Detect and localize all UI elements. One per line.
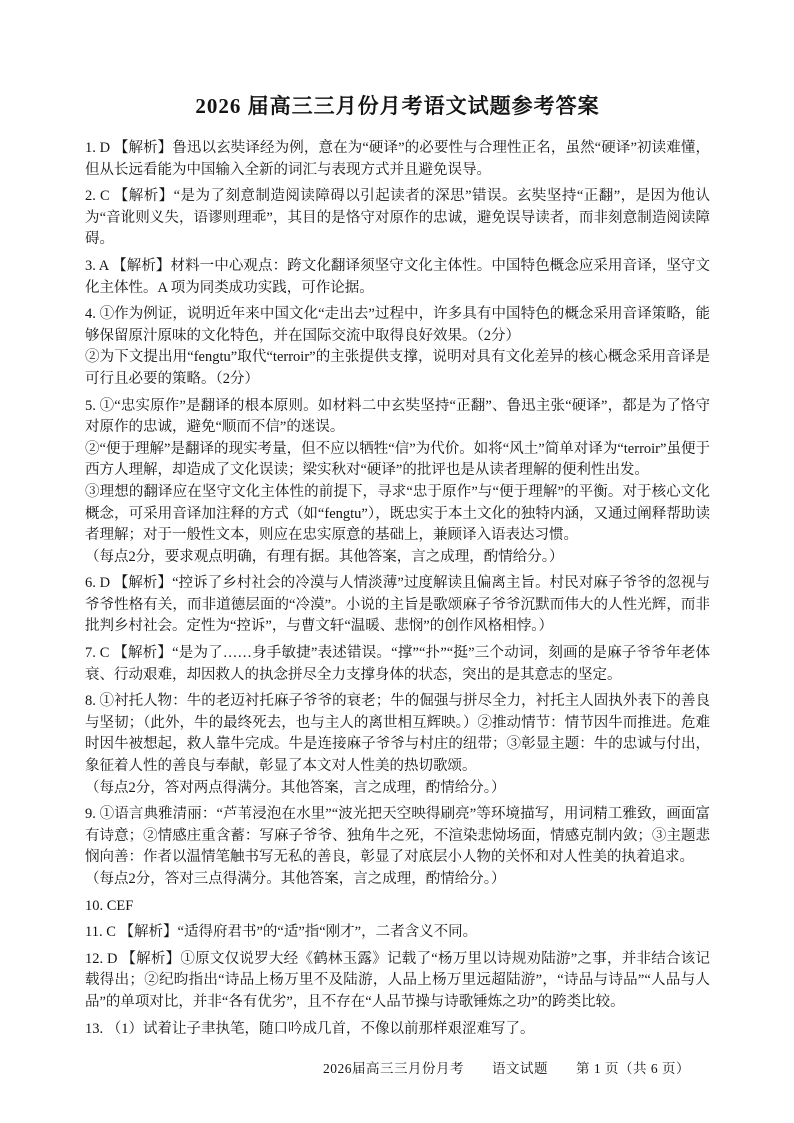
answer-item-13: 13. （1）试着让子聿执笔，随口吟成几首，不像以前那样艰涩难写了。 — [85, 1020, 535, 1037]
answer-item-8: 8. ①衬托人物：牛的老迈衬托麻子爷爷的衰老；牛的倔强与拼尽全力，衬托主人固执外表下的善良与坚韧；（此外，牛的最终死去，也与主人的离世相互辉映。）②推动情节：情节因牛而推进。危难时因牛被想起，救人靠牛完成。牛是连接麻子爷爷与村庄的纽带；③彰显主题：牛的忠诚与付出，象征着人性的善良与奉献，彰显了本文对人性美的热切歌颂。 — [85, 693, 710, 775]
page-title: 2026 届高三三月份月考语文试题参考答案 — [195, 94, 600, 118]
answer-item-5-scoring-note: （每点2分，要求观点明确，有理有据。其他答案，言之成理，酌情给分。） — [85, 548, 564, 565]
answer-item-8-scoring-note: （每点2分，答对两点得满分。其他答案，言之成理，酌情给分。） — [85, 779, 506, 796]
answer-item-6: 6. D 【解析】“控诉了乡村社会的冷漠与人情淡薄”过度解读且偏离主旨。村民对麻子爷爷的忽视与爷爷性格有关，而非道德层面的“冷漠”。小说的主旨是歌颂麻子爷爷沉默而伟大的人性光辉，而非批判乡村社会。定性为“控诉”，与曹文轩“温暖、悲悯”的创作风格相悖。） — [85, 575, 710, 635]
answers-body — [85, 138, 710, 1040]
answer-item-12: 12. D 【解析】①原文仅说罗大经《鹤林玉露》记载了“杨万里以诗规劝陆游”之事，并非结合该记载得出；②纪昀指出“诗品上杨万里不及陆游，人品上杨万里远超陆游”，“诗品与诗品”“人品与人品”的单项对比，并非“各有优劣”，且不存在“人品节操与诗歌锤炼之功”的跨类比较。 — [85, 950, 710, 1010]
answer-item-10: 10. CEF — [85, 897, 134, 914]
answer-item-11: 11. C 【解析】“适得府君书”的“适”指“刚才”，二者含义不同。 — [85, 924, 478, 941]
answer-item-9-scoring-note: （每点2分，答对三点得满分。其他答案，言之成理，酌情给分。） — [85, 871, 506, 887]
answer-item-1: 1. D 【解析】鲁迅以玄奘译经为例，意在为“硬译”的必要性与合理性正名，虽然“硬译”初读难懂，但从长远看能为中国输入全新的词汇与表现方式并且避免误导。 — [85, 140, 710, 178]
page-footer: 2026届高三三月份月考 语文试题 第 1 页（共 6 页） — [323, 1061, 690, 1076]
answer-item-5-part-3: ③理想的翻译应在坚守文化主体性的前提下，寻求“忠于原作”与“便于理解”的平衡。对于核心文化概念，可采用音译加注释的方式（如“fengtu”），既忠实于本土文化的独特内涵，又通过阐释帮助读者理解；对于一般性文本，则应在忠实原意的基础上，兼顾译入语表达习惯。 — [85, 483, 710, 544]
answer-item-4-part-2: ②为下文提出用“fengtu”取代“terroir”的主张提供支撑，说明对具有文化差异的核心概念采用音译是可行且必要的策略。（2分） — [85, 349, 710, 387]
answer-item-9: 9. ①语言典雅清丽：“芦苇浸泡在水里”“波光把天空映得刷亮”等环境描写，用词精工雅致，画面富有诗意；②情感庄重含蓄：写麻子爷爷、独角牛之死，不渲染悲恸场面，情感克制内敛；③主题悲悯向善：作者以温情笔触书写无私的善良，彰显了对底层小人物的关怀和对人性美的执着追求。 — [85, 806, 710, 866]
answer-item-4-part-1: 4. ①作为例证，说明近年来中国文化“走出去”过程中，许多具有中国特色的概念采用音译策略，能够保留原汁原味的文化特色，并在国际交流中取得良好效果。（2分） — [85, 306, 710, 344]
answer-item-2: 2. C 【解析】“是为了刻意制造阅读障碍以引起读者的深思”错误。玄奘坚持“正翻”，是因为他认为“音讹则义失，语谬则理乖”，其目的是恪守对原作的忠诚，避免误导读者，而非刻意制造阅读障碍。 — [85, 188, 710, 248]
answer-item-5-part-1: 5. ①“忠实原作”是翻译的根本原则。如材料二中玄奘坚持“正翻”、鲁迅主张“硬译”，都是为了恪守对原作的忠诚，避免“顺而不信”的迷误。 — [85, 397, 710, 436]
answer-item-3: 3. A 【解析】材料一中心观点：跨文化翻译须坚守文化主体性。中国特色概念应采用音译，坚守文化主体性。A 项为同类成功实践，可作论据。 — [85, 257, 710, 296]
answer-item-7: 7. C 【解析】“是为了……身手敏捷”表述错误。“撑”“扑”“挺”三个动词，刻画的是麻子爷爷年老体衰、行动艰难，却因救人的执念拼尽全力支撑身体的状态，突出的是其意志的坚定。 — [85, 645, 710, 683]
answer-item-5-part-2: ②“便于理解”是翻译的现实考量，但不应以牺牲“信”为代价。如将“风土”简单对译为“terroir”虽便于西方人理解，却造成了文化误读；梁实秋对“硬译”的批评也是从读者理解的便利性出发。 — [85, 440, 710, 479]
